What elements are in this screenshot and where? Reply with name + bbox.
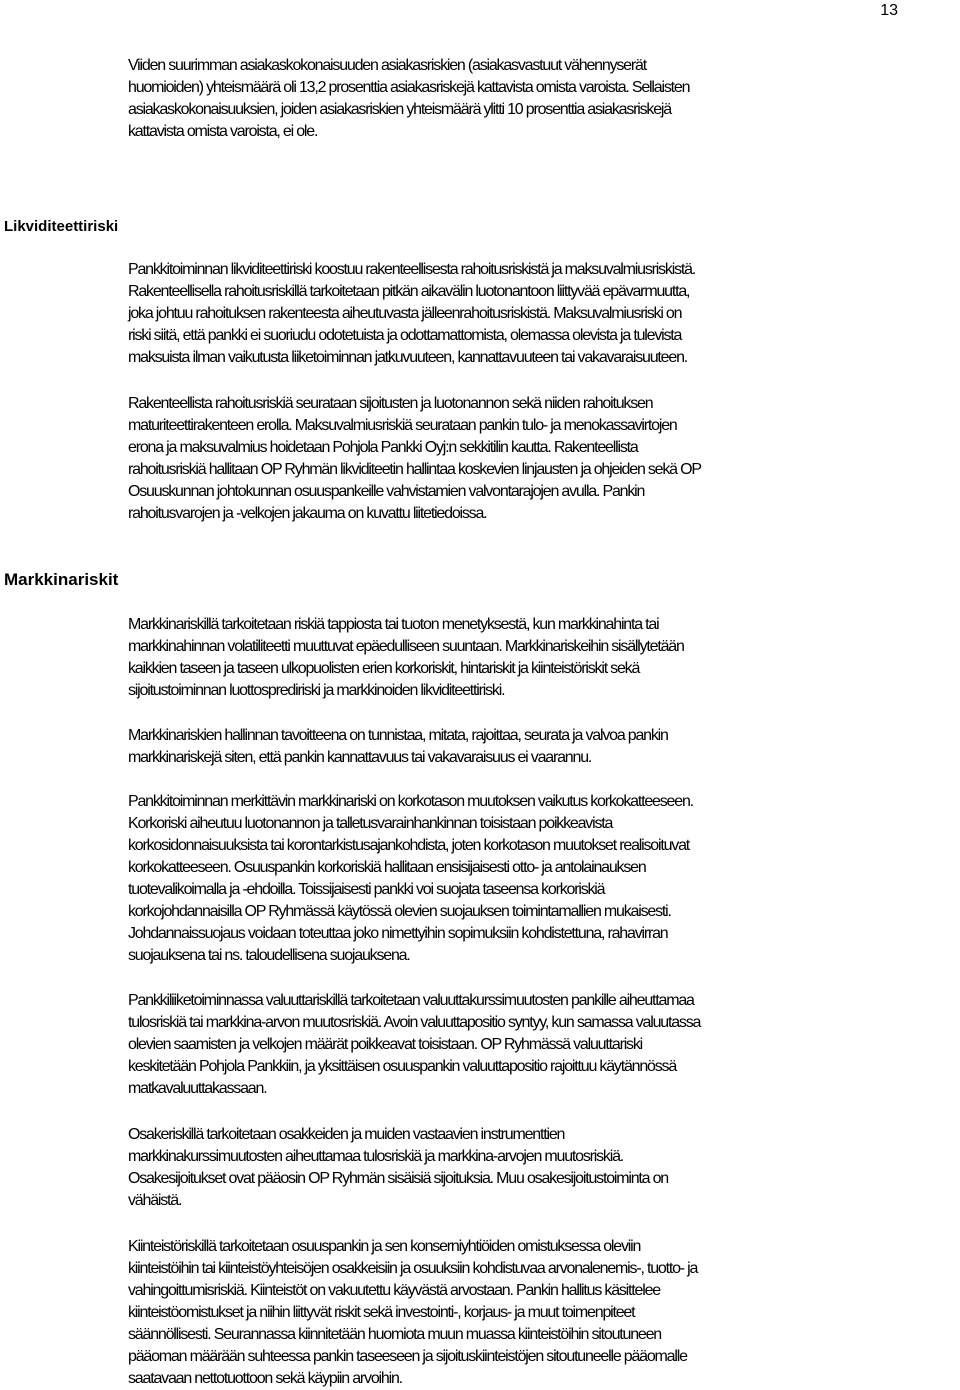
text-line: rahoitusvarojen ja -velkojen jakauma on kuvattu liitetiedoissa. (128, 505, 487, 522)
liquidity-paragraph-1 (128, 259, 960, 369)
text-line: keskitetään Pohjola Pankkiin, ja yksittäisen osuuspankin valuuttapositio rajoittuu käytännössä (128, 1058, 677, 1075)
text-line: kiinteistöihin tai kiinteistöyhteisöjen osakkeisiin ja osuuksiin kohdistuvaa arvonalenemis-, tuotto- ja (128, 1260, 698, 1277)
text-line: Pankkiliiketoiminnassa valuuttariskillä tarkoitetaan valuuttakurssimuutosten pankille aiheuttamaa (128, 992, 694, 1009)
page-number: 13 (880, 2, 898, 19)
text-line: joka johtuu rahoituksen rakenteesta aiheutuvasta jälleenrahoitusriskistä. Maksuvalmiusriski on (128, 305, 682, 322)
text-line: markkinariskejä siten, että pankin kannattavuus tai vakavaraisuus ei vaarannu. (128, 749, 592, 766)
text-line: Markkinariskien hallinnan tavoitteena on tunnistaa, mitata, rajoittaa, seurata ja valvoa pankin (128, 727, 668, 744)
market-paragraph-2 (128, 725, 960, 769)
text-line: matkavaluuttakassaan. (128, 1080, 267, 1097)
liquidity-paragraph-2 (128, 393, 960, 525)
text-line: Viiden suurimman asiakaskokonaisuuden asiakasriskien (asiakasvastuut vähennyserät (128, 57, 646, 74)
section-heading-liquidity: Likviditeettiriski (4, 218, 119, 235)
text-line: Johdannaissuojaus voidaan toteuttaa joko nimettyihin sopimuksiin kohdistettuna, rahavirran (128, 925, 668, 942)
text-line: huomioiden) yhteismäärä oli 13,2 prosenttia asiakasriskejä kattavista omista varoista. Sellaisten (128, 79, 690, 96)
text-line: Pankkitoiminnan merkittävin markkinariski on korkotason muutoksen vaikutus korkokatteeseen. (128, 793, 693, 810)
text-line: Osakeriskillä tarkoitetaan osakkeiden ja muiden vastaavien instrumenttien (128, 1126, 565, 1143)
text-line: sijoitustoiminnan luottosprediriski ja markkinoiden likviditeettiriski. (128, 682, 505, 699)
text-line: Rakenteellista rahoitusriskiä seurataan sijoitusten ja luotonannon sekä niiden rahoituksen (128, 395, 653, 412)
text-line: erona ja maksuvalmius hoidetaan Pohjola Pankki Oyj:n sekkitilin kautta. Rakenteellista (128, 439, 638, 456)
text-line: kiinteistöomistukset ja niihin liittyvät riskit sekä investointi-, korjaus- ja muut toimenpiteet (128, 1304, 635, 1321)
text-line: riski siitä, että pankki ei suoriudu odotetuista ja odottamattomista, olemassa olevista ja tulevista (128, 327, 682, 344)
text-line: suojauksena tai ns. taloudellisena suojauksena. (128, 947, 410, 964)
text-line: Kiinteistöriskillä tarkoitetaan osuuspankin ja sen konserniyhtiöiden omistuksessa oleviin (128, 1238, 641, 1255)
text-line: Rakenteellisella rahoitusriskillä tarkoitetaan pitkän aikavälin luotonantoon liittyvää epävarmuutta, (128, 283, 690, 300)
text-line: vahingoittumisriskiä. Kiinteistöt on vakuutettu käyvästä arvostaan. Pankin hallitus käsittelee (128, 1282, 660, 1299)
text-line: markkinahinnan volatiliteetti muuttuvat epäedulliseen suuntaan. Markkinariskeihin sisällytetään (128, 638, 684, 655)
text-line: Osakesijoitukset ovat pääosin OP Ryhmän sisäisiä sijoituksia. Muu osakesijoitustoiminta on (128, 1170, 669, 1187)
text-line: Markkinariskillä tarkoitetaan riskiä tappiosta tai tuoton menetyksestä, kun markkinahinta tai (128, 616, 659, 633)
text-line: tuotevalikoimalla ja -ehdoilla. Toissijaisesti pankki voi suojata taseensa korkoriskiä (128, 881, 605, 898)
text-line: kaikkien taseen ja taseen ulkopuolisten erien korkoriskit, hintariskit ja kiinteistöriskit sekä (128, 660, 640, 677)
section-heading-market: Markkinariskit (4, 570, 119, 589)
text-line: korkojohdannaisilla OP Ryhmässä käytössä olevien suojauksen toimintamallien mukaisesti. (128, 903, 671, 920)
market-paragraph-6 (128, 1236, 960, 1390)
text-line: Korkoriski aiheutuu luotonannon ja talletusvarainhankinnan toisistaan poikkeavista (128, 815, 613, 832)
text-line: korkokatteeseen. Osuuspankin korkoriskiä hallitaan ensisijaisesti otto- ja antolainauksen (128, 859, 646, 876)
market-paragraph-4 (128, 990, 960, 1100)
text-line: Pankkitoiminnan likviditeettiriski koostuu rakenteellisesta rahoitusriskistä ja maksuvalmiusriskistä. (128, 261, 696, 278)
text-line: Osuuskunnan johtokunnan osuuspankeille vahvistamien valvontarajojen avulla. Pankin (128, 483, 645, 500)
text-line: maturiteettirakenteen erolla. Maksuvalmiusriskiä seurataan pankin tulo- ja menokassavirtojen (128, 417, 677, 434)
market-paragraph-5 (128, 1124, 960, 1212)
intro-paragraph (128, 55, 960, 143)
text-line: pääoman määrään suhteessa pankin taseeseen ja sijoituskiinteistöjen sitoutuneelle pääomalle (128, 1348, 687, 1365)
text-line: rahoitusriskiä hallitaan OP Ryhmän likviditeetin hallintaa koskevien linjausten ja ohjeiden sekä OP (128, 461, 701, 478)
text-line: vähäistä. (128, 1192, 182, 1209)
text-line: olevien saamisten ja velkojen määrät poikkeavat toisistaan. OP Ryhmässä valuuttariski (128, 1036, 643, 1053)
text-line: tulosriskiä tai markkina-arvon muutosriskiä. Avoin valuuttapositio syntyy, kun samassa valuutassa (128, 1014, 701, 1031)
market-paragraph-1 (128, 614, 960, 702)
market-paragraph-3 (128, 791, 960, 967)
text-line: saatavaan nettotuottoon sekä käypiin arvoihin. (128, 1370, 402, 1387)
text-line: säännöllisesti. Seurannassa kiinnitetään huomiota muun muassa kiinteistöihin sitoutuneen (128, 1326, 662, 1343)
text-line: maksuista ilman vaikutusta liiketoiminnan jatkuvuuteen, kannattavuuteen tai vakavaraisuuteen. (128, 349, 688, 366)
text-line: markkinakurssimuutosten aiheuttamaa tulosriskiä ja markkina-arvojen muutosriskiä. (128, 1148, 624, 1165)
text-line: asiakaskokonaisuuksien, joiden asiakasriskien yhteismäärä ylitti 10 prosenttia asiakasriskejä (128, 101, 671, 118)
text-line: korkosidonnaisuuksista tai korontarkistusajankohdista, joten korkotason muutokset realisoituvat (128, 837, 690, 854)
text-line: kattavista omista varoista, ei ole. (128, 123, 318, 140)
